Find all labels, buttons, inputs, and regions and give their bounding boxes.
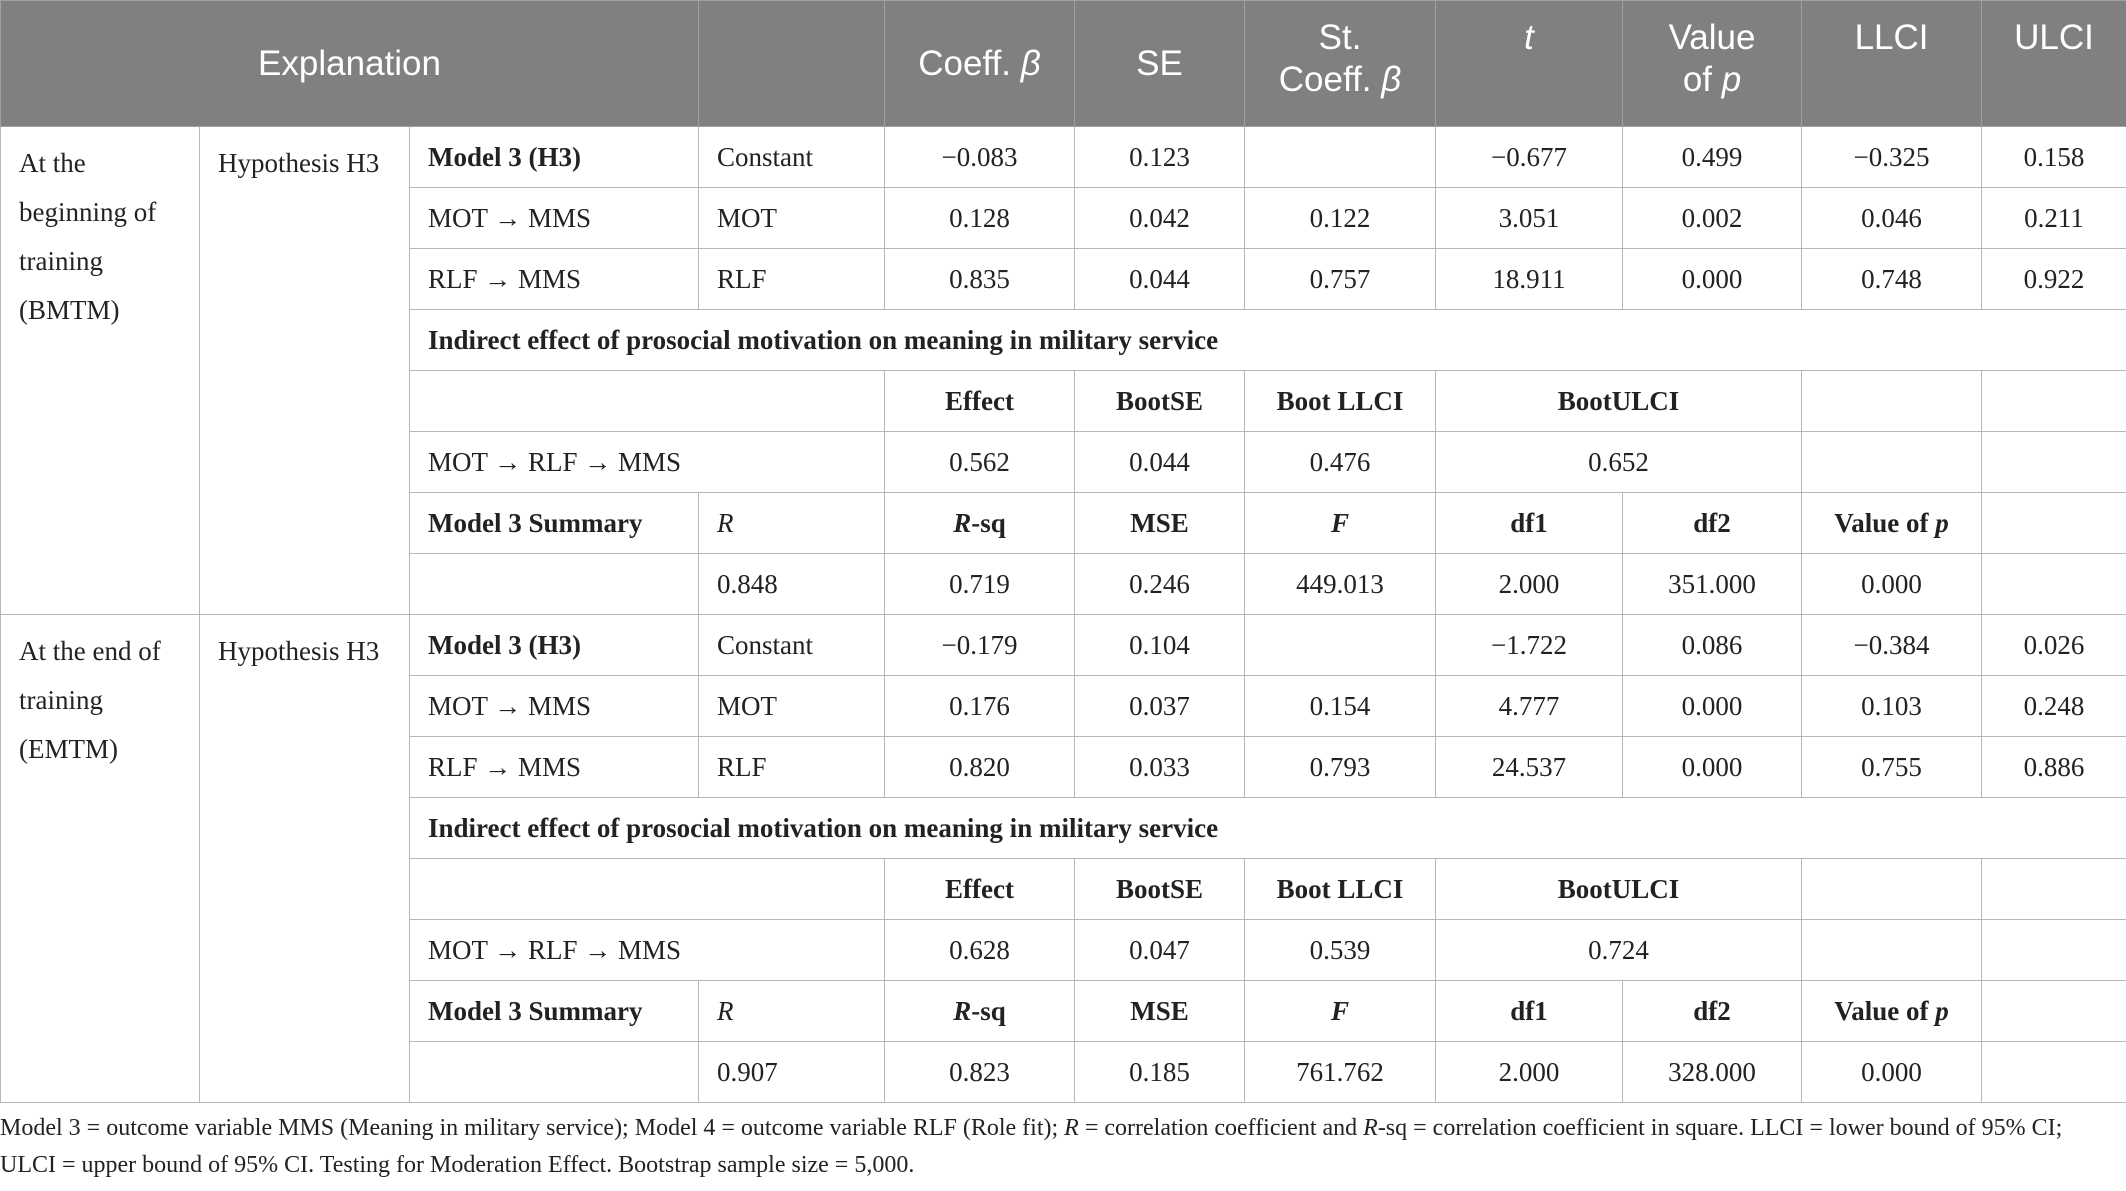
t-value: 3.051 — [1436, 188, 1623, 249]
period-cell: At the beginning of training (BMTM) — [1, 127, 200, 615]
summary-p-value: 0.000 — [1802, 554, 1982, 615]
f-header: F — [1245, 493, 1436, 554]
path-label: MOT → MMS — [410, 188, 699, 249]
p-value: 0.002 — [1623, 188, 1802, 249]
t-value: −0.677 — [1436, 127, 1623, 188]
indirect-path-label: MOT → RLF → MMS — [410, 920, 885, 981]
header-ulci: ULCI — [1982, 1, 2126, 127]
summary-label: Model 3 Summary — [410, 981, 699, 1042]
empty-cell — [1982, 859, 2126, 920]
r-header: R — [699, 493, 885, 554]
st-coeff-value: 0.122 — [1245, 188, 1436, 249]
empty-cell — [1982, 554, 2126, 615]
coeff-value: 0.835 — [885, 249, 1075, 310]
t-value: −1.722 — [1436, 615, 1623, 676]
df2-header: df2 — [1623, 981, 1802, 1042]
se-value: 0.042 — [1075, 188, 1245, 249]
rsq-value: 0.719 — [885, 554, 1075, 615]
coeff-value: −0.083 — [885, 127, 1075, 188]
empty-cell — [410, 554, 699, 615]
r-value: 0.907 — [699, 1042, 885, 1103]
header-t: t — [1436, 1, 1623, 127]
indirect-path-label: MOT → RLF → MMS — [410, 432, 885, 493]
boot-llci-value: 0.539 — [1245, 920, 1436, 981]
st-coeff-value: 0.757 — [1245, 249, 1436, 310]
ulci-value: 0.211 — [1982, 188, 2126, 249]
df1-header: df1 — [1436, 493, 1623, 554]
path-label: MOT → MMS — [410, 676, 699, 737]
boot-llci-header: Boot LLCI — [1245, 371, 1436, 432]
p-value: 0.000 — [1623, 676, 1802, 737]
empty-cell — [1982, 1042, 2126, 1103]
predictor-label: MOT — [699, 676, 885, 737]
df2-value: 351.000 — [1623, 554, 1802, 615]
rsq-header: R-sq — [885, 493, 1075, 554]
rsq-header: R-sq — [885, 981, 1075, 1042]
empty-cell — [1982, 981, 2126, 1042]
header-empty — [699, 1, 885, 127]
value-of-p-header: Value of p — [1802, 981, 1982, 1042]
coeff-value: 0.128 — [885, 188, 1075, 249]
empty-cell — [1802, 920, 1982, 981]
f-header: F — [1245, 981, 1436, 1042]
p-value: 0.000 — [1623, 737, 1802, 798]
effect-value: 0.628 — [885, 920, 1075, 981]
t-value: 24.537 — [1436, 737, 1623, 798]
st-coeff-value — [1245, 127, 1436, 188]
header-value-of-p: Value of p — [1623, 1, 1802, 127]
f-value: 449.013 — [1245, 554, 1436, 615]
empty-cell — [1982, 432, 2126, 493]
empty-cell — [1982, 920, 2126, 981]
empty-cell — [1982, 371, 2126, 432]
boot-llci-header: Boot LLCI — [1245, 859, 1436, 920]
indirect-effect-heading: Indirect effect of prosocial motivation on meaning in military service — [410, 310, 2126, 371]
f-value: 761.762 — [1245, 1042, 1436, 1103]
df1-value: 2.000 — [1436, 554, 1623, 615]
df2-value: 328.000 — [1623, 1042, 1802, 1103]
p-value: 0.000 — [1623, 249, 1802, 310]
df1-header: df1 — [1436, 981, 1623, 1042]
df2-header: df2 — [1623, 493, 1802, 554]
empty-cell — [1802, 432, 1982, 493]
boot-llci-value: 0.476 — [1245, 432, 1436, 493]
llci-value: −0.325 — [1802, 127, 1982, 188]
table-row — [1, 615, 2126, 676]
st-coeff-value: 0.154 — [1245, 676, 1436, 737]
llci-value: 0.755 — [1802, 737, 1982, 798]
st-coeff-value — [1245, 615, 1436, 676]
effect-header: Effect — [885, 371, 1075, 432]
table-footnote: Model 3 = outcome variable MMS (Meaning in military service); Model 4 = outcome variable RLF (Role fit); R = correlation coefficient and R-sq = correlation coefficient in square. LLCI = lower bound of 95% CI; ULCI = upper bound of 95% CI. Testing for Moderation Effect. Bootstrap sample size = 5,000. — [0, 1115, 2063, 1178]
predictor-label: Constant — [699, 615, 885, 676]
bootulci-header: BootULCI — [1436, 859, 1802, 920]
se-value: 0.104 — [1075, 615, 1245, 676]
predictor-label: RLF — [699, 737, 885, 798]
mse-header: MSE — [1075, 493, 1245, 554]
model-label: Model 3 (H3) — [410, 615, 699, 676]
summary-label: Model 3 Summary — [410, 493, 699, 554]
st-coeff-value: 0.793 — [1245, 737, 1436, 798]
llci-value: 0.748 — [1802, 249, 1982, 310]
bootse-value: 0.044 — [1075, 432, 1245, 493]
r-header: R — [699, 981, 885, 1042]
header-se: SE — [1075, 1, 1245, 127]
ulci-value: 0.026 — [1982, 615, 2126, 676]
effect-header: Effect — [885, 859, 1075, 920]
p-value: 0.086 — [1623, 615, 1802, 676]
coeff-value: −0.179 — [885, 615, 1075, 676]
se-value: 0.044 — [1075, 249, 1245, 310]
se-value: 0.037 — [1075, 676, 1245, 737]
header-row — [1, 1, 2126, 127]
bootse-value: 0.047 — [1075, 920, 1245, 981]
predictor-label: MOT — [699, 188, 885, 249]
model-label: Model 3 (H3) — [410, 127, 699, 188]
path-label: RLF → MMS — [410, 249, 699, 310]
table-row — [1, 127, 2126, 188]
predictor-label: Constant — [699, 127, 885, 188]
predictor-label: RLF — [699, 249, 885, 310]
header-explanation: Explanation — [1, 1, 699, 127]
empty-cell — [410, 371, 885, 432]
bootulci-header: BootULCI — [1436, 371, 1802, 432]
empty-cell — [1802, 371, 1982, 432]
summary-p-value: 0.000 — [1802, 1042, 1982, 1103]
se-value: 0.123 — [1075, 127, 1245, 188]
period-cell: At the end of training (EMTM) — [1, 615, 200, 1103]
hypothesis-cell: Hypothesis H3 — [200, 615, 410, 1103]
empty-cell — [410, 859, 885, 920]
ulci-value: 0.922 — [1982, 249, 2126, 310]
header-llci: LLCI — [1802, 1, 1982, 127]
r-value: 0.848 — [699, 554, 885, 615]
llci-value: −0.384 — [1802, 615, 1982, 676]
empty-cell — [1982, 493, 2126, 554]
empty-cell — [1802, 859, 1982, 920]
indirect-effect-heading: Indirect effect of prosocial motivation on meaning in military service — [410, 798, 2126, 859]
bootse-header: BootSE — [1075, 859, 1245, 920]
bootulci-value: 0.724 — [1436, 920, 1802, 981]
se-value: 0.033 — [1075, 737, 1245, 798]
coeff-value: 0.176 — [885, 676, 1075, 737]
t-value: 18.911 — [1436, 249, 1623, 310]
path-label: RLF → MMS — [410, 737, 699, 798]
hypothesis-cell: Hypothesis H3 — [200, 127, 410, 615]
t-value: 4.777 — [1436, 676, 1623, 737]
bootse-header: BootSE — [1075, 371, 1245, 432]
header-coeff: Coeff. β — [885, 1, 1075, 127]
effect-value: 0.562 — [885, 432, 1075, 493]
llci-value: 0.046 — [1802, 188, 1982, 249]
rsq-value: 0.823 — [885, 1042, 1075, 1103]
value-of-p-header: Value of p — [1802, 493, 1982, 554]
p-value: 0.499 — [1623, 127, 1802, 188]
bootulci-value: 0.652 — [1436, 432, 1802, 493]
ulci-value: 0.158 — [1982, 127, 2126, 188]
llci-value: 0.103 — [1802, 676, 1982, 737]
ulci-value: 0.248 — [1982, 676, 2126, 737]
mse-header: MSE — [1075, 981, 1245, 1042]
empty-cell — [410, 1042, 699, 1103]
ulci-value: 0.886 — [1982, 737, 2126, 798]
header-st-coeff: St. Coeff. β — [1245, 1, 1436, 127]
df1-value: 2.000 — [1436, 1042, 1623, 1103]
mse-value: 0.185 — [1075, 1042, 1245, 1103]
mse-value: 0.246 — [1075, 554, 1245, 615]
coeff-value: 0.820 — [885, 737, 1075, 798]
